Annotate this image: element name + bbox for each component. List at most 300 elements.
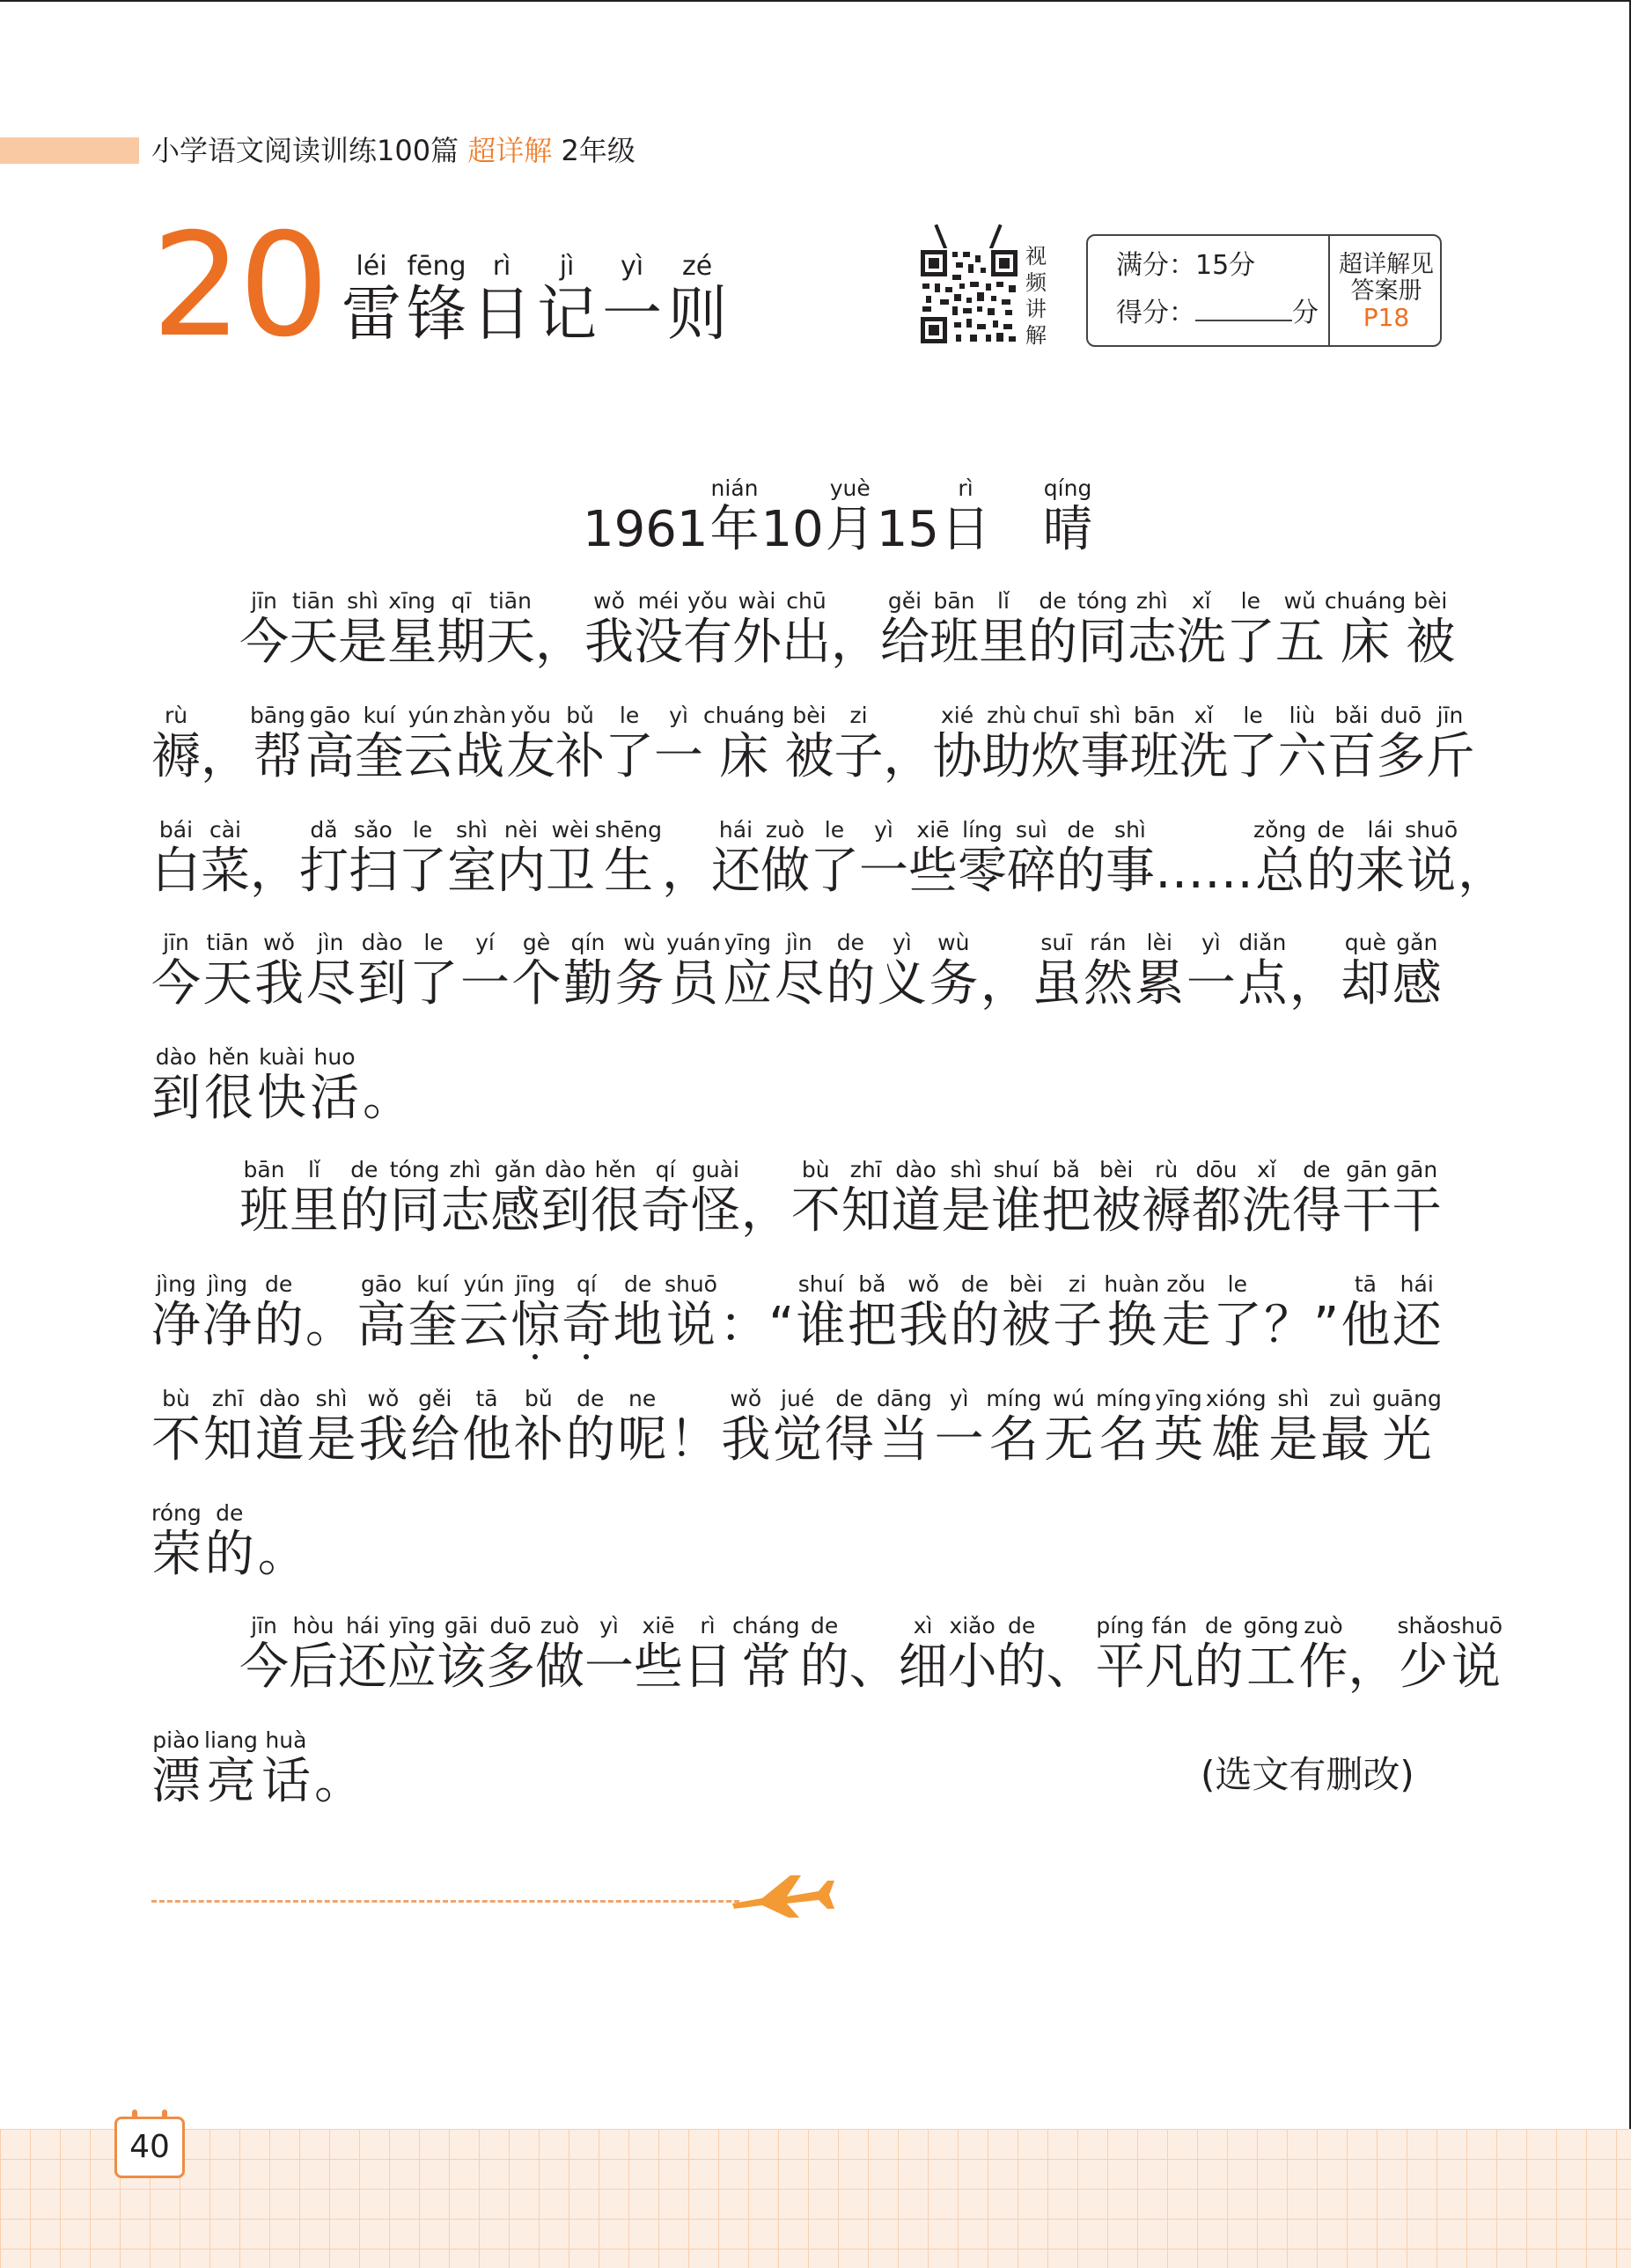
hanzi: 了: [408, 955, 459, 1012]
char-with-pinyin: [1154, 1386, 1203, 1469]
pinyin: shì: [315, 1386, 348, 1411]
pinyin: lái: [1367, 817, 1393, 843]
pinyin: dào: [259, 1386, 300, 1411]
pinyin: què: [1344, 930, 1386, 955]
char-with-pinyin: [605, 703, 654, 785]
hanzi: 日: [472, 280, 533, 350]
pinyin: zé: [681, 251, 713, 282]
score-blank[interactable]: [1195, 297, 1292, 321]
char-with-pinyin: [1177, 588, 1226, 671]
qr-label-char: 讲: [1025, 297, 1047, 321]
pinyin: qín: [570, 930, 606, 955]
pinyin: shì: [1089, 703, 1121, 728]
hanzi: 没: [634, 614, 683, 671]
pinyin: gǎn: [494, 1157, 536, 1182]
pinyin: dào: [155, 1044, 197, 1070]
hanzi: ，: [831, 614, 880, 671]
hanzi: 的: [1028, 614, 1077, 671]
char-with-pinyin: [338, 1613, 387, 1696]
char-with-pinyin: [459, 1271, 509, 1354]
pinyin: rì: [958, 475, 973, 501]
hanzi: 洗: [1176, 614, 1226, 671]
qr-code-icon[interactable]: [919, 248, 1019, 345]
char-with-pinyin: [1320, 1386, 1370, 1469]
hanzi: 做: [760, 843, 810, 900]
pinyin: le: [619, 703, 640, 728]
series-highlight: 超详解: [467, 134, 553, 167]
score-box: [1086, 234, 1442, 347]
char-with-pinyin: [641, 1157, 690, 1240]
pinyin: yīng: [388, 1613, 436, 1638]
char-with-pinyin: [800, 1613, 849, 1696]
char-with-pinyin: [991, 1157, 1040, 1240]
pinyin: yì: [874, 817, 893, 843]
hanzi: 生: [603, 843, 653, 900]
pinyin: píng: [1096, 1613, 1144, 1638]
hanzi: 给: [880, 614, 929, 671]
pinyin: líng: [962, 817, 1003, 843]
char-with-pinyin: [437, 588, 486, 671]
pinyin: xǐ: [1194, 703, 1214, 728]
pinyin: yún: [408, 703, 450, 728]
char-with-pinyin: [948, 1613, 997, 1696]
char-with-pinyin: [683, 1613, 732, 1696]
hanzi: ，: [1458, 843, 1508, 900]
pinyin: le: [1243, 703, 1263, 728]
hanzi: 被: [784, 728, 834, 785]
punctuation: [1047, 1613, 1096, 1696]
char-with-pinyin: [899, 1271, 948, 1354]
punctuation: [305, 1271, 355, 1354]
char-with-pinyin: [306, 930, 356, 1012]
pinyin: yīng: [1155, 1386, 1202, 1411]
hanzi: ：“: [719, 1297, 795, 1354]
pinyin: jīn: [1436, 703, 1464, 728]
hanzi: 觉: [773, 1411, 823, 1469]
char-with-pinyin: [841, 1157, 891, 1240]
hanzi: ？”: [1264, 1297, 1340, 1354]
char-with-pinyin: [667, 252, 727, 349]
char-with-pinyin: [562, 1271, 611, 1354]
pinyin: tā: [1354, 1271, 1377, 1297]
pinyin: xióng: [1205, 1386, 1267, 1411]
punctuation: [849, 1613, 899, 1696]
char-with-pinyin: [408, 1271, 457, 1354]
pinyin: sǎo: [354, 817, 393, 843]
running-header: [151, 132, 636, 169]
hanzi: 同: [1077, 614, 1128, 671]
punctuation: [363, 1044, 412, 1127]
pinyin: bān: [243, 1157, 285, 1182]
hanzi: 快: [257, 1070, 306, 1127]
char-with-pinyin: [775, 930, 824, 1012]
pinyin: yǒu: [687, 588, 728, 614]
char-with-pinyin: [602, 252, 662, 349]
pinyin: zhù: [987, 703, 1026, 728]
hanzi: 都: [1192, 1182, 1242, 1240]
char-with-pinyin: [511, 1271, 560, 1354]
hanzi: 知: [202, 1411, 253, 1469]
hanzi: ，: [883, 728, 933, 785]
hanzi: 补: [555, 728, 606, 785]
char-with-pinyin: [929, 930, 978, 1012]
char-with-pinyin: [151, 1500, 202, 1583]
pinyin: kuài: [259, 1044, 305, 1070]
pinyin: xǐ: [1257, 1157, 1276, 1182]
hanzi: 得: [1291, 1182, 1341, 1240]
char-with-pinyin: [584, 588, 634, 671]
hanzi: 务: [929, 955, 979, 1012]
hanzi: 却: [1341, 955, 1391, 1012]
char-with-pinyin: [1084, 930, 1133, 1012]
char-with-pinyin: [1091, 1157, 1141, 1240]
pinyin: de: [1303, 1157, 1331, 1182]
hanzi: 协: [932, 728, 982, 785]
hanzi: 作: [1298, 1638, 1348, 1696]
char-with-pinyin: [462, 1386, 511, 1469]
hanzi: 今: [151, 955, 201, 1012]
hanzi: 褥: [151, 728, 201, 785]
passage-line: [151, 930, 1442, 1012]
char-with-pinyin: [305, 703, 355, 785]
char-with-pinyin: [254, 930, 304, 1012]
qr-label-char: 频: [1025, 270, 1047, 295]
hanzi: 炊: [1031, 728, 1081, 785]
page-top-border: [0, 0, 1631, 2]
pinyin: bǎi: [1334, 703, 1369, 728]
pinyin: yì: [892, 930, 912, 955]
pinyin: suī: [1040, 930, 1073, 955]
hanzi: 是: [338, 614, 387, 671]
pinyin: hòu: [292, 1613, 334, 1638]
char-with-pinyin: [982, 703, 1032, 785]
pinyin: jīn: [163, 930, 189, 955]
pinyin: jīn: [251, 1613, 277, 1638]
pinyin: shì: [1114, 817, 1146, 843]
char-with-pinyin: [486, 588, 535, 671]
char-with-pinyin: [151, 1727, 201, 1810]
char-with-pinyin: [254, 1271, 304, 1354]
hanzi: 的: [1194, 1638, 1244, 1696]
hanzi: 月: [825, 501, 875, 558]
hanzi: 奇: [562, 1297, 612, 1354]
qr-video-label: [1023, 243, 1049, 349]
hanzi: 后: [289, 1638, 338, 1696]
pinyin: jìng: [207, 1271, 248, 1297]
diary-date-line: [583, 475, 1094, 558]
char-with-pinyin: [1275, 588, 1325, 671]
punctuation: [314, 1727, 364, 1810]
hanzi: 记: [537, 280, 598, 350]
hanzi: 应: [387, 1638, 437, 1696]
pinyin: qí: [655, 1157, 676, 1182]
hanzi: 班: [1129, 728, 1179, 785]
char-with-pinyin: [721, 1386, 770, 1469]
char-with-pinyin: [666, 930, 721, 1012]
hanzi: 得: [824, 1411, 874, 1469]
passage-line: [151, 1044, 415, 1127]
hanzi: 天: [202, 955, 253, 1012]
hanzi: 还: [710, 843, 760, 900]
pinyin: piào: [152, 1727, 200, 1753]
pinyin: huàn: [1104, 1271, 1160, 1297]
char-with-pinyin: [355, 703, 404, 785]
hanzi: 今: [239, 1638, 289, 1696]
char-with-pinyin: [683, 588, 732, 671]
pinyin: shuō: [664, 1271, 717, 1297]
hanzi: 漂: [151, 1753, 201, 1810]
pinyin: chuáng: [703, 703, 785, 728]
source-note: (选文有删改): [1201, 1753, 1414, 1796]
pinyin: xiē: [916, 817, 950, 843]
hanzi: 奇: [641, 1182, 691, 1240]
char-with-pinyin: [566, 1386, 615, 1469]
hanzi: 名: [988, 1411, 1039, 1469]
char-with-pinyin: [634, 1613, 683, 1696]
char-with-pinyin: [1292, 1157, 1341, 1240]
char-with-pinyin: [204, 1044, 253, 1127]
answer-note-1: 超详解见: [1339, 251, 1434, 278]
char-with-pinyin: [1238, 930, 1287, 1012]
answer-note-2: 答案册: [1350, 277, 1422, 305]
char-with-pinyin: [204, 1727, 258, 1810]
hanzi: 天: [289, 614, 338, 671]
passage-line: [151, 1386, 1442, 1469]
char-with-pinyin: [486, 1613, 535, 1696]
hanzi: 里: [979, 614, 1028, 671]
hanzi: 零: [957, 843, 1007, 900]
pinyin: wù: [623, 930, 656, 955]
hanzi: 还: [338, 1638, 387, 1696]
char-with-pinyin: [732, 1613, 800, 1696]
pinyin: yì: [599, 1613, 619, 1638]
char-with-pinyin: [1398, 1613, 1451, 1696]
hanzi: 晴: [1043, 501, 1093, 558]
char-with-pinyin: [407, 252, 467, 349]
pinyin: de: [264, 1271, 293, 1297]
pinyin: bān: [1133, 703, 1176, 728]
pinyin: fán: [1151, 1613, 1187, 1638]
char-with-pinyin: [1096, 1386, 1151, 1469]
pinyin: tā: [475, 1386, 498, 1411]
char-with-pinyin: [203, 1386, 253, 1469]
char-with-pinyin: [205, 1500, 254, 1583]
passage-line: [151, 817, 1508, 900]
char-with-pinyin: [933, 703, 982, 785]
pinyin: shǎo: [1397, 1613, 1451, 1638]
char-with-pinyin: [942, 1157, 991, 1240]
pinyin: dǎ: [310, 817, 338, 843]
hanzi: 床: [1341, 614, 1391, 671]
qr-label-char: 视: [1025, 244, 1047, 269]
char-with-pinyin: [1053, 1271, 1102, 1354]
char-with-pinyin: [892, 1157, 941, 1240]
hanzi: 。: [305, 1297, 355, 1354]
pinyin: de: [1317, 817, 1345, 843]
hanzi: 六: [1277, 728, 1327, 785]
pinyin: wǒ: [730, 1386, 762, 1411]
pinyin: duō: [1380, 703, 1422, 728]
hanzi: 多: [1376, 728, 1426, 785]
pinyin: shì: [347, 588, 378, 614]
char-with-pinyin: [356, 1271, 406, 1354]
pinyin: liang: [204, 1727, 258, 1753]
answer-reference: [1333, 252, 1440, 331]
hanzi: 五: [1275, 614, 1325, 671]
hanzi: 走: [1161, 1297, 1211, 1354]
char-with-pinyin: [613, 1271, 663, 1354]
hanzi: 的: [1306, 843, 1356, 900]
hanzi: 点: [1238, 955, 1288, 1012]
hanzi: ，: [1289, 955, 1339, 1012]
punctuation: [877, 475, 939, 558]
char-with-pinyin: [1145, 1613, 1194, 1696]
pinyin: bèi: [792, 703, 827, 728]
pinyin: gěi: [887, 588, 922, 614]
char-with-pinyin: [899, 1613, 948, 1696]
pinyin: dào: [361, 930, 403, 955]
hanzi: 高: [356, 1297, 407, 1354]
char-with-pinyin: [1392, 930, 1442, 1012]
pinyin: hái: [718, 817, 753, 843]
pinyin: diǎn: [1238, 930, 1287, 955]
pinyin: chū: [786, 588, 827, 614]
char-with-pinyin: [782, 588, 831, 671]
hanzi: 的: [799, 1638, 849, 1696]
pinyin: nián: [710, 475, 759, 501]
char-with-pinyin: [512, 930, 562, 1012]
hanzi: 然: [1083, 955, 1133, 1012]
char-with-pinyin: [825, 1386, 874, 1469]
char-with-pinyin: [1450, 1613, 1502, 1696]
char-with-pinyin: [834, 703, 884, 785]
pinyin: wèi: [551, 817, 590, 843]
char-with-pinyin: [1041, 1157, 1091, 1240]
hanzi: 了: [605, 728, 655, 785]
char-with-pinyin: [1392, 1271, 1442, 1354]
pinyin: gān: [1396, 1157, 1438, 1182]
char-with-pinyin: [1128, 588, 1177, 671]
char-with-pinyin: [472, 252, 532, 349]
hanzi: 云: [459, 1297, 509, 1354]
char-with-pinyin: [908, 817, 958, 900]
pinyin: shuí: [797, 1271, 844, 1297]
char-with-pinyin: [151, 1044, 201, 1127]
char-with-pinyin: [1135, 930, 1184, 1012]
pinyin: méi: [637, 588, 680, 614]
hanzi: 换: [1106, 1297, 1157, 1354]
score-earned-label: 得分：: [1116, 298, 1195, 328]
hanzi: 一: [654, 728, 704, 785]
char-with-pinyin: [1104, 1271, 1159, 1354]
char-with-pinyin: [880, 588, 929, 671]
punctuation: [250, 817, 299, 900]
hanzi: ，: [535, 614, 584, 671]
pinyin: tóng: [1077, 588, 1128, 614]
pinyin: bǎ: [858, 1271, 886, 1297]
pinyin: jué: [781, 1386, 815, 1411]
char-with-pinyin: [979, 588, 1028, 671]
pinyin: bù: [162, 1386, 190, 1411]
punctuation: [583, 475, 709, 558]
char-with-pinyin: [1377, 703, 1426, 785]
hanzi: 到: [151, 1070, 201, 1127]
header-accent-bar: [0, 137, 139, 164]
hanzi: 的: [1055, 843, 1106, 900]
char-with-pinyin: [535, 1613, 584, 1696]
hanzi: ，: [250, 843, 299, 900]
char-with-pinyin: [1406, 588, 1455, 671]
pinyin: dōu: [1195, 1157, 1238, 1182]
pinyin: nèi: [503, 817, 539, 843]
hanzi: 地: [613, 1297, 663, 1354]
hanzi: 班: [929, 614, 979, 671]
hanzi: 应: [723, 955, 773, 1012]
pinyin: shì: [950, 1157, 982, 1182]
pinyin: yì: [669, 703, 688, 728]
pinyin: wǒ: [263, 930, 295, 955]
char-with-pinyin: [654, 703, 703, 785]
char-with-pinyin: [1162, 1271, 1211, 1354]
pinyin: míng: [986, 1386, 1042, 1411]
char-with-pinyin: [826, 475, 875, 558]
char-with-pinyin: [239, 1157, 289, 1240]
char-with-pinyin: [387, 1613, 437, 1696]
char-with-pinyin: [810, 817, 859, 900]
pinyin: de: [1205, 1613, 1233, 1638]
hanzi: 一: [1186, 955, 1236, 1012]
char-with-pinyin: [310, 1044, 359, 1127]
pinyin: rù: [164, 703, 188, 728]
char-with-pinyin: [1306, 817, 1355, 900]
hanzi: 谁: [796, 1297, 846, 1354]
pinyin: yì: [949, 1386, 969, 1411]
hanzi: 床: [719, 728, 769, 785]
pinyin: zhī: [849, 1157, 882, 1182]
pinyin: lǐ: [307, 1157, 320, 1182]
char-with-pinyin: [1007, 817, 1056, 900]
passage-line: [151, 703, 1475, 785]
char-with-pinyin: [1342, 1157, 1392, 1240]
punctuation: [741, 1157, 790, 1240]
answer-page: P18: [1363, 303, 1410, 332]
char-with-pinyin: [1179, 703, 1229, 785]
pinyin: kuí: [363, 703, 396, 728]
char-with-pinyin: [490, 1157, 540, 1240]
char-with-pinyin: [358, 1386, 408, 1469]
hanzi: [992, 502, 1041, 558]
char-with-pinyin: [151, 817, 201, 900]
pinyin: zǒu: [1166, 1271, 1206, 1297]
pinyin: huà: [265, 1727, 307, 1753]
hanzi: 卫: [546, 843, 595, 900]
hanzi: 到: [357, 955, 407, 1012]
pinyin: wǔ: [1283, 588, 1316, 614]
pinyin: zhī: [211, 1386, 244, 1411]
pinyin: hái: [345, 1613, 380, 1638]
hanzi: 干: [1392, 1182, 1442, 1240]
hanzi: 很: [204, 1070, 253, 1127]
hanzi: 一: [584, 1638, 634, 1696]
punctuation: [669, 1386, 718, 1469]
pinyin: wài: [738, 588, 776, 614]
char-with-pinyin: [950, 1271, 999, 1354]
hanzi: 百: [1326, 728, 1377, 785]
char-with-pinyin: [1341, 930, 1390, 1012]
hanzi: 的: [253, 1297, 304, 1354]
hanzi: 怪: [690, 1182, 740, 1240]
char-with-pinyin: [546, 817, 595, 900]
